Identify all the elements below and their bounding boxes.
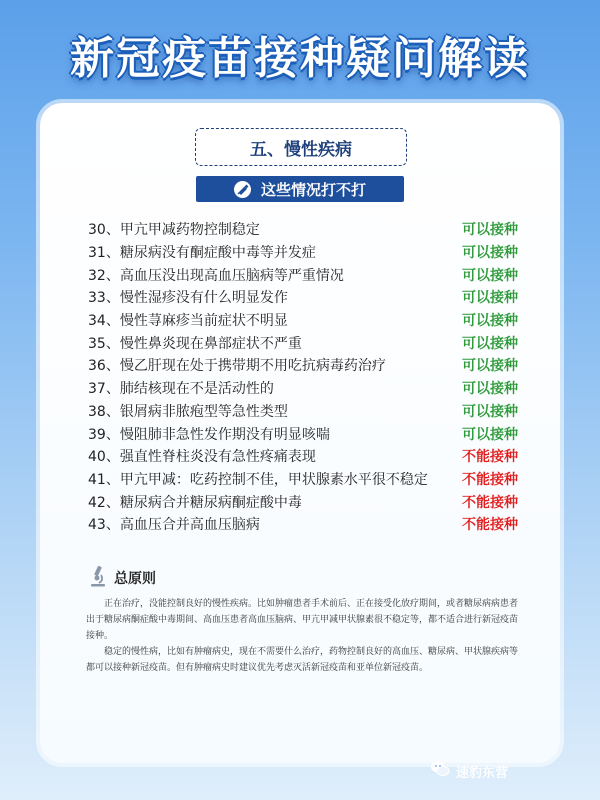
list-item: [88, 377, 518, 400]
list-item: [88, 286, 518, 309]
item-text: 39、慢阻肺非急性发作期没有明显咳喘: [88, 426, 330, 443]
syringe-icon: [234, 181, 251, 198]
item-text: 43、高血压合并高血压脑病: [88, 517, 260, 534]
principle-paragraph-1: 正在治疗，没能控制良好的慢性疾病。比如肿瘤患者手术前后、正在接受化放疗期间，或者糖尿病病患者出于糖尿病酮症酸中毒期间、高血压患者高血压脑病、甲亢甲减甲状腺素很不稳定等，都不适合进行新冠疫苗接种。: [86, 599, 519, 641]
item-status: 不能接种: [462, 517, 518, 534]
item-text: 32、高血压没出现高血压脑病等严重情况: [88, 267, 344, 284]
list-item: [88, 490, 518, 513]
item-text: 41、甲亢甲减：吃药控制不佳，甲状腺素水平很不稳定: [88, 471, 428, 488]
condition-list: [88, 218, 518, 536]
item-status: 可以接种: [462, 290, 518, 307]
list-item: [88, 445, 518, 468]
list-item: [88, 309, 518, 332]
item-status: 可以接种: [462, 381, 518, 398]
item-text: 34、慢性荨麻疹当前症状不明显: [88, 313, 288, 330]
watermark-label: 速豹东营: [456, 765, 509, 781]
item-text: 37、肺结核现在不是活动性的: [88, 381, 274, 398]
banner: [196, 176, 404, 202]
item-status: 可以接种: [462, 426, 518, 443]
microscope-icon: [86, 564, 110, 592]
item-status: 不能接种: [462, 471, 518, 488]
list-item: [88, 513, 518, 536]
item-status: 可以接种: [462, 267, 518, 284]
wechat-icon: [430, 760, 450, 782]
item-status: 可以接种: [462, 358, 518, 375]
list-item: [88, 241, 518, 264]
list-item: [88, 422, 518, 445]
item-text: 42、糖尿病合并糖尿病酮症酸中毒: [88, 494, 302, 511]
list-item: [88, 263, 518, 286]
item-text: 33、慢性湿疹没有什么明显发作: [88, 290, 288, 307]
item-status: 可以接种: [462, 335, 518, 352]
section-title: 五、慢性疾病: [195, 128, 407, 166]
principle-title: 总原则: [114, 571, 156, 587]
list-item: [88, 468, 518, 491]
item-status: 不能接种: [462, 494, 518, 511]
watermark: [430, 760, 508, 782]
item-text: 36、慢乙肝现在处于携带期不用吃抗病毒药治疗: [88, 358, 386, 375]
principle-paragraph-2: 稳定的慢性病，比如有肿瘤病史，现在不需要什么治疗，药物控制良好的高血压、糖尿病、甲状腺疾病等都可以接种新冠疫苗。但有肿瘤病史时建议优先考虑灭活新冠疫苗和亚单位新冠疫苗。: [86, 647, 519, 673]
item-status: 可以接种: [462, 245, 518, 262]
item-status: 可以接种: [462, 222, 518, 239]
item-text: 40、强直性脊柱炎没有急性疼痛表现: [88, 449, 316, 466]
item-status: 可以接种: [462, 313, 518, 330]
list-item: [88, 400, 518, 423]
principle-heading: [86, 564, 156, 592]
banner-label: 这些情况打不打: [260, 180, 366, 199]
item-status: 可以接种: [462, 403, 518, 420]
page-title: 新冠疫苗接种疑问解读: [70, 33, 530, 84]
item-text: 30、甲亢甲减药物控制稳定: [88, 222, 260, 239]
item-text: 35、慢性鼻炎现在鼻部症状不严重: [88, 335, 302, 352]
item-text: 31、糖尿病没有酮症酸中毒等并发症: [88, 245, 316, 262]
list-item: [88, 218, 518, 241]
item-text: 38、银屑病非脓疱型等急性类型: [88, 403, 288, 420]
list-item: [88, 331, 518, 354]
list-item: [88, 354, 518, 377]
item-status: 不能接种: [462, 449, 518, 466]
